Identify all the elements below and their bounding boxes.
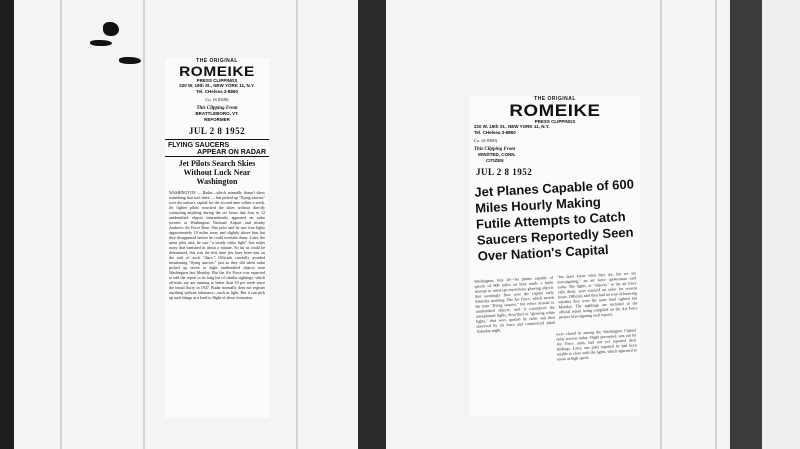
ink-blot: [90, 40, 112, 46]
scan-streak: [296, 0, 298, 449]
clipping-date-stamp: JUL 2 8 1952: [476, 167, 533, 177]
newspaper-name: REFORMER: [204, 117, 230, 122]
service-address: 220 W. 19th St., NEW YORK 11, N.Y.: [179, 83, 255, 88]
ink-blot: [103, 22, 119, 36]
client-code: Co. (S 8300): [205, 97, 229, 102]
clipping-from-label: This Clipping From: [474, 147, 516, 152]
service-address: 220 W. 19th St., NEW YORK 11, N.Y.: [474, 124, 550, 129]
scan-streak: [143, 0, 145, 449]
article-column-2: "We don't know what they are, but we are investigating," an air force spokesman said today. The lights, or "objects," as the air force calls them, were tracked on radar for several hours. Officials said they had no way of knowing whether they were the same kind sighted last Monday. The sightings are included in the official report being compiled on the Air Force project investigating such reports.: [556, 270, 638, 320]
kicker-line-1: FLYING SAUCERS: [168, 142, 230, 149]
scan-streak: [660, 0, 662, 449]
scan-streak: [715, 0, 717, 449]
clipping-service-line: THE ORIGINAL: [196, 58, 238, 64]
newspaper-name: CITIZEN: [486, 158, 504, 163]
article-columns: [470, 270, 643, 334]
article-columns-continued: [470, 327, 641, 366]
ink-blot: [119, 57, 141, 64]
article-column-3: were closed in among the Washington Capitol radar screens today. Flight personnel, sent out by Air Force units, had not yet reported their findings. Later, one pilot reported he had been unable to close with the lights, which appeared to move at high speed.: [555, 327, 638, 362]
client-code: Co. (S 8300): [474, 138, 498, 143]
newspaper-city: WINSTED, CONN.: [478, 152, 516, 157]
newspaper-clipping-right: [470, 96, 640, 416]
scan-streak: [60, 0, 62, 449]
newspaper-clipping-left: [165, 58, 269, 418]
film-gutter: [358, 0, 386, 449]
film-gutter: [730, 0, 762, 449]
clipping-date-stamp: JUL 2 8 1952: [188, 126, 246, 136]
clipping-service-line: THE ORIGINAL: [534, 96, 576, 102]
service-phone: Tel. CHelsea 3-8860: [474, 130, 516, 135]
romeike-logo: ROMEIKE: [509, 101, 601, 120]
clipping-from-label: This Clipping From: [196, 106, 238, 111]
kicker-line-2: APPEAR ON RADAR: [197, 149, 266, 156]
article-headline: Jet Pilots Search Skies Without Luck Near Washington: [165, 156, 269, 188]
clipping-service-subtitle: PRESS CLIPPINGS: [534, 119, 576, 124]
article-kicker: [165, 139, 269, 156]
film-edge: [0, 0, 14, 449]
article-column-1: Washington, July 28—Jet planes capable of speeds of 600 miles an hour made a futile attempt to intercept mysterious glowing objects that seemingly flew over the capital early Saturday morning. The Air Force, which avoids the term "flying saucers," but refers instead to unidentified objects, said it considered the unexplained lights, described as "glowing white lights," that were spotted by radar and then observed by air force and commercial pilots Saturday night.: [473, 274, 556, 334]
article-body: WASHINGTON — Radar—which normally doesn't show something that isn't there — has picked up "flying saucers" over the nation's capital for the second time within a week. Jet fighter pilots searched the skies without directly contacting anything during the six hours that four to 12 unidentified objects intermittently appeared on radar screens at Washington National Airport and nearby Andrews Air Force Base. One pilot said he saw four lights approximately 10 miles away and slightly above him but they disappeared before he could overtake them. Later, the same pilot said, he saw "a steady white light" five miles away that vanished in about a minute. So far as could be determined, this was the first time jets have been sent on the trail of such "discs." Officials carefully avoided mentioning "flying saucers," just as they did when radar picked up seven or eight unidentified objects near Washington last Monday. But the Air Force was expected to add the report to its long list of similar sightings, which officials say are running to better than 10 per week since the initial flurry in 1947. Radar normally does not register anything without substance—such as light. But it can pick up such things as a hard to flight of about formation.: [169, 190, 265, 300]
romeike-logo: ROMEIKE: [179, 63, 255, 79]
service-phone: Tel. CHelsea 3-8860: [196, 89, 238, 94]
newspaper-city: BRATTLEBORO, VT.: [195, 111, 239, 116]
article-headline: Jet Planes Capable of 600 Miles Hourly Making Futile Attempts to Catch Saucers Reportedly Seen Over Nation's Capital: [473, 176, 635, 264]
microfilm-page-edge: [762, 0, 800, 449]
clipping-service-subtitle: PRESS CLIPPINGS: [196, 78, 238, 83]
